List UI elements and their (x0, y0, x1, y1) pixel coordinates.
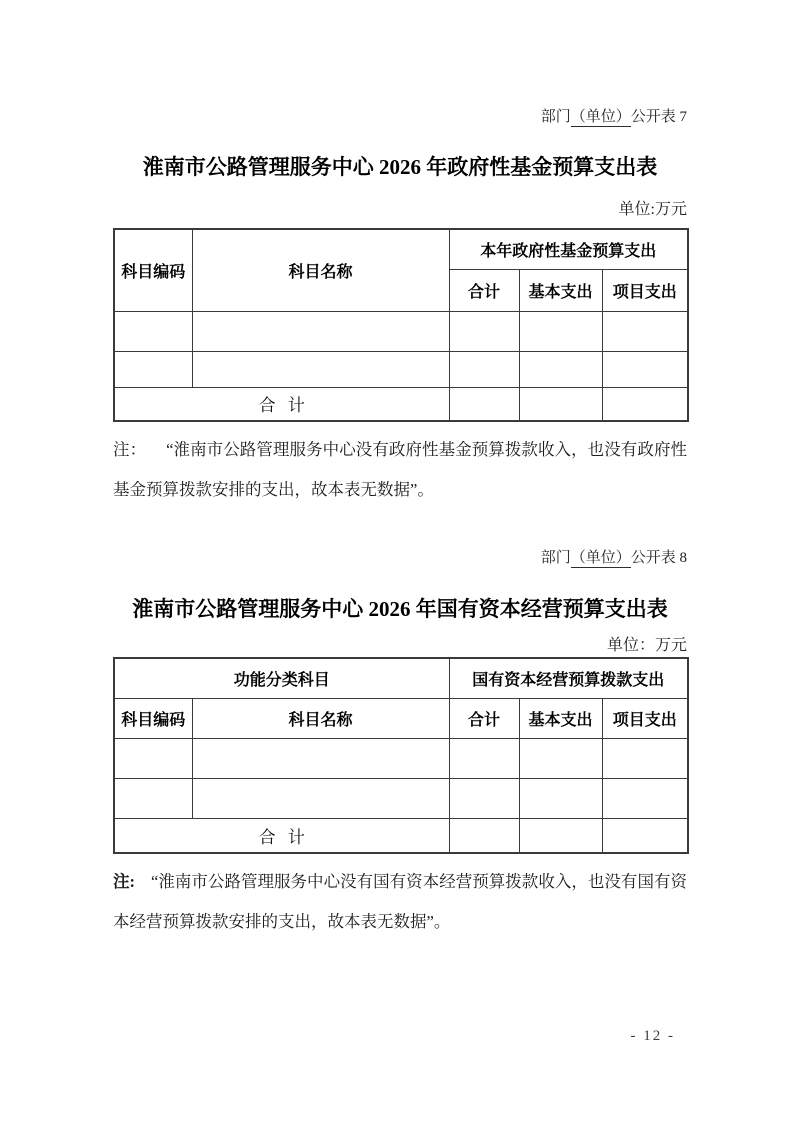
table-cell (602, 351, 688, 387)
header-cell-project-expenditure: 项目支出 (602, 698, 688, 738)
total-value-cell (519, 387, 602, 421)
note-text: “淮南市公路管理服务中心没有政府性基金预算拨款收入，也没有政府性基金预算拨款安排的支出，故本表无数据”。 (113, 440, 688, 499)
header-cell-group-state-capital-expenditure: 国有资本经营预算拨款支出 (449, 658, 688, 698)
note-label: 注： (113, 440, 147, 459)
state-capital-budget-table (113, 657, 689, 854)
corner-label-underlined-unit: （单位） (570, 550, 631, 566)
total-value-cell (602, 818, 688, 853)
header-cell-group-gov-fund-expenditure: 本年政府性基金预算支出 (449, 229, 688, 269)
table-cell (519, 738, 602, 778)
gov-fund-budget-table (113, 228, 689, 422)
header-cell-basic-expenditure: 基本支出 (519, 698, 602, 738)
table-cell (602, 311, 688, 351)
corner-label-table7 (113, 0, 687, 126)
corner-label-suffix: 公开表 7 (630, 109, 687, 125)
table-cell (519, 778, 602, 818)
total-value-cell (519, 818, 602, 853)
header-cell-subject-name: 科目名称 (192, 698, 449, 738)
table-row-empty (114, 738, 688, 778)
table-header-row (114, 229, 688, 269)
total-value-cell (449, 387, 519, 421)
gov-fund-unit-label: 单位:万元 (618, 201, 687, 218)
table-cell (192, 738, 449, 778)
table-cell (602, 778, 688, 818)
table-subheader-row (114, 698, 688, 738)
table-cell (449, 311, 519, 351)
table-cell (114, 778, 192, 818)
table-cell (192, 351, 449, 387)
table-cell (114, 351, 192, 387)
header-cell-basic-expenditure: 基本支出 (519, 269, 602, 311)
table-cell (449, 351, 519, 387)
page-number: - 12 - (630, 1028, 675, 1044)
corner-label-suffix: 公开表 8 (630, 550, 687, 566)
table-cell (114, 311, 192, 351)
gov-fund-table-title: 淮南市公路管理服务中心 2026 年政府性基金预算支出表 (142, 155, 658, 179)
state-capital-unit-label: 单位：万元 (606, 637, 687, 654)
table-cell (114, 738, 192, 778)
total-value-cell (602, 387, 688, 421)
header-cell-subject-code: 科目编码 (114, 229, 192, 311)
table-cell (449, 738, 519, 778)
header-cell-total: 合计 (449, 698, 519, 738)
page-content (113, 0, 687, 942)
note-text: “淮南市公路管理服务中心没有国有资本经营预算拨款收入，也没有国有资本经营预算拨款安排的支出，故本表无数据”。 (113, 872, 687, 931)
table-total-row (114, 818, 688, 853)
header-cell-subject-name: 科目名称 (192, 229, 449, 311)
table-total-row (114, 387, 688, 421)
header-cell-project-expenditure: 项目支出 (602, 269, 688, 311)
state-capital-note (113, 862, 687, 942)
state-capital-table-title: 淮南市公路管理服务中心 2026 年国有资本经营预算支出表 (132, 597, 668, 621)
table-header-row (114, 658, 688, 698)
header-cell-total: 合计 (449, 269, 519, 311)
table-row-empty (114, 351, 688, 387)
header-cell-functional-classification: 功能分类科目 (114, 658, 449, 698)
corner-label-prefix: 部门 (540, 550, 571, 566)
total-label-cell: 合 计 (114, 818, 449, 853)
corner-label-prefix: 部门 (540, 109, 571, 125)
note-label: 注: (113, 872, 136, 891)
table-cell (449, 778, 519, 818)
table-row-empty (114, 311, 688, 351)
total-label-cell: 合 计 (114, 387, 449, 421)
table-cell (192, 311, 449, 351)
header-cell-subject-code: 科目编码 (114, 698, 192, 738)
table-cell (519, 351, 602, 387)
table-cell (602, 738, 688, 778)
table-cell (519, 311, 602, 351)
corner-label-underlined-unit: （单位） (570, 109, 631, 125)
table-cell (192, 778, 449, 818)
table-row-empty (114, 778, 688, 818)
total-value-cell (449, 818, 519, 853)
corner-label-table8 (113, 510, 687, 567)
gov-fund-note (113, 430, 687, 510)
